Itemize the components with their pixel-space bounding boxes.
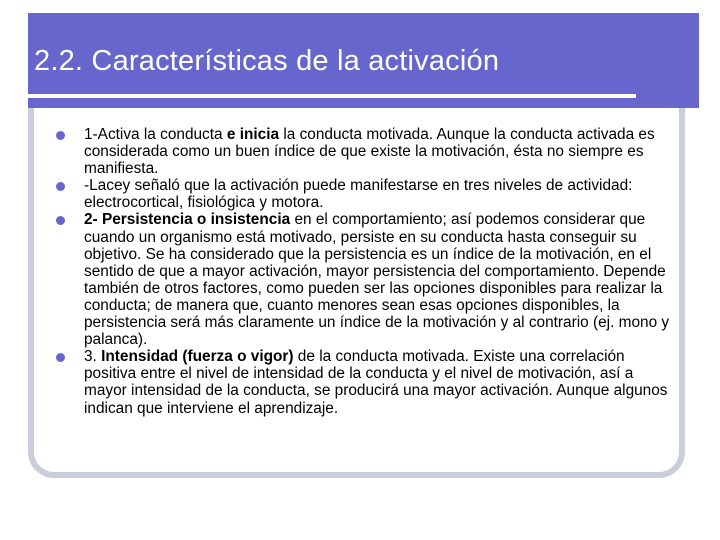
title-underline: [28, 94, 636, 98]
bullet-item-2: [56, 177, 670, 211]
bullet-item-3: [56, 211, 670, 348]
bullet-dot-icon: [56, 216, 65, 225]
bullet-4-text-a: 3.: [84, 348, 102, 366]
bullet-dot-icon: [56, 182, 65, 191]
bullet-item-4: [56, 348, 670, 416]
bullet-4-bold: Intensidad (fuerza o vigor): [101, 348, 294, 366]
bullet-1-text-a: 1-Activa la conducta: [84, 126, 227, 143]
bullet-4-text-b: de la conducta motivada. Existe una correlación positiva entre el nivel de intensidad de la conducta y el nivel de motivación, así a mayor intensidad de la conducta, se producirá una mayor activación. Aunque algunos indican que interviene el aprendizaje.: [84, 348, 668, 417]
bullet-1-bold: e inicia: [226, 126, 280, 143]
bullet-1-text-b: la conducta motivada. Aunque la conducta activada es considerada como un buen índice de que existe la motivación, ésta no siempre es manifiesta.: [84, 126, 655, 178]
slide-title: 2.2. Características de la activación: [34, 45, 500, 77]
bullet-dot-icon: [56, 353, 65, 362]
bullet-item-1: [56, 126, 670, 177]
bullet-list: [56, 126, 670, 417]
bullet-3-text: en el comportamiento; así podemos considerar que cuando un organismo está motivado, persiste en su conducta hasta conseguir su objetivo. Se ha considerado que la persistencia es un índice de la motivación, en el sentido de que a mayor activación, mayor persistencia del comportamiento. Depende también de otros factores, como pueden ser las opciones disponibles para realizar la conducta; de manera que, cuanto menores sean esas opciones disponibles, la persistencia será más claramente un índice de la motivación y al contrario (ej. mono y palanca).: [84, 211, 670, 349]
bullet-2-text: -Lacey señaló que la activación puede manifestarse en tres niveles de actividad: electrocortical, fisiológica y motora.: [84, 177, 633, 212]
bullet-3-bold: 2- Persistencia o insistencia: [84, 211, 291, 229]
bullet-dot-icon: [56, 131, 65, 140]
